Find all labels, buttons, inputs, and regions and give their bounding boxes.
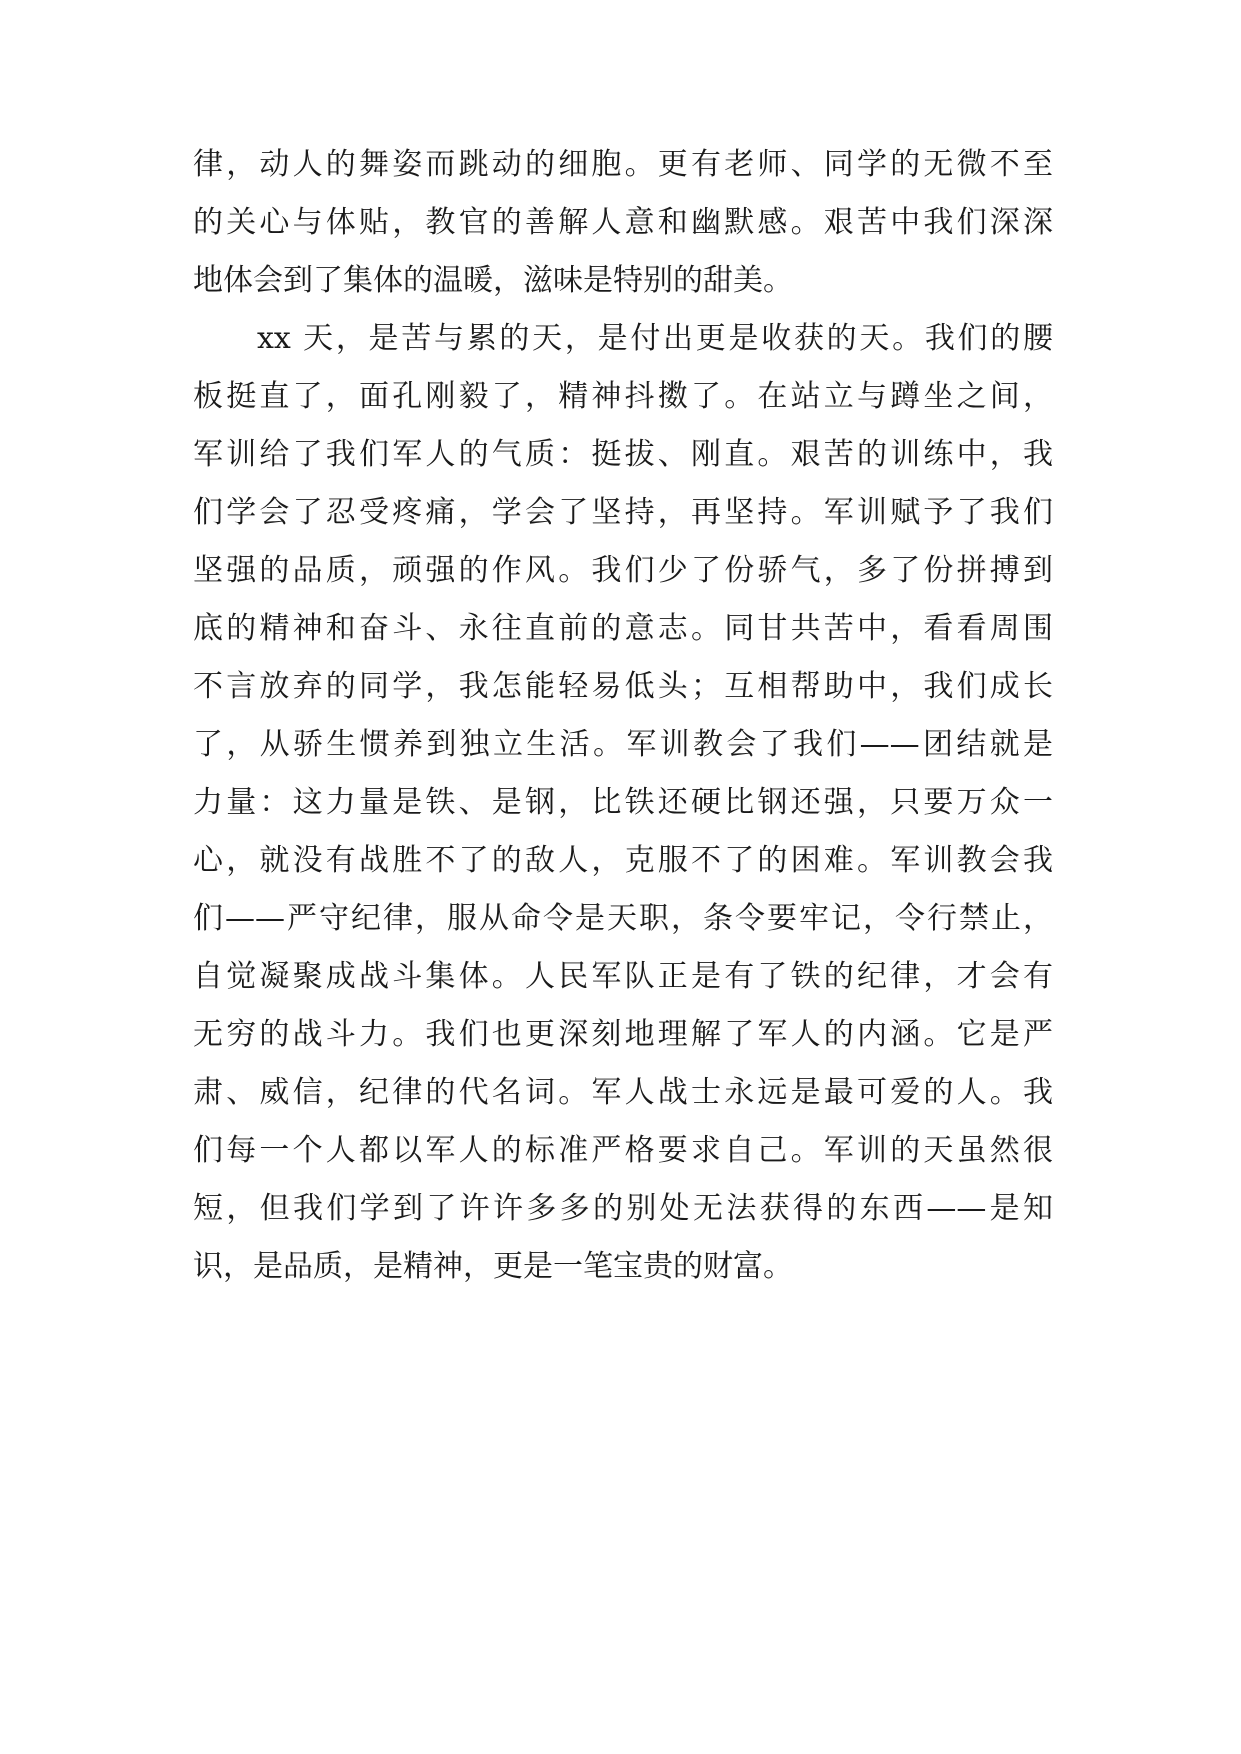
text-line: 底的精神和奋斗、永往直前的意志。同甘共苦中，看看周围 bbox=[193, 611, 1053, 646]
paragraph-first-line: xx 天，是苦与累的天，是付出更是收获的天。我们的腰 bbox=[257, 321, 1053, 356]
text-line: 识，是品质，是精神，更是一笔宝贵的财富。 bbox=[193, 1249, 793, 1284]
text-line: 们每一个人都以军人的标准严格要求自己。军训的天虽然很 bbox=[193, 1133, 1053, 1168]
text-line: 的关心与体贴，教官的善解人意和幽默感。艰苦中我们深深 bbox=[193, 205, 1053, 240]
text-line: 板挺直了，面孔刚毅了，精神抖擞了。在站立与蹲坐之间， bbox=[193, 379, 1053, 414]
text-line: 自觉凝聚成战斗集体。人民军队正是有了铁的纪律，才会有 bbox=[193, 959, 1053, 994]
text-line: 不言放弃的同学，我怎能轻易低头；互相帮助中，我们成长 bbox=[193, 669, 1053, 704]
text-line: 肃、威信，纪律的代名词。军人战士永远是最可爱的人。我 bbox=[193, 1075, 1053, 1110]
text-line: 无穷的战斗力。我们也更深刻地理解了军人的内涵。它是严 bbox=[193, 1017, 1053, 1052]
body-text bbox=[193, 136, 1053, 1296]
text-line: 们学会了忍受疼痛，学会了坚持，再坚持。军训赋予了我们 bbox=[193, 495, 1053, 530]
text-line: 力量：这力量是铁、是钢，比铁还硬比钢还强，只要万众一 bbox=[193, 785, 1053, 820]
text-line: 们——严守纪律，服从命令是天职，条令要牢记，令行禁止， bbox=[193, 901, 1053, 936]
text-line: 了，从骄生惯养到独立生活。军训教会了我们——团结就是 bbox=[193, 727, 1053, 762]
text-line: 军训给了我们军人的气质：挺拔、刚直。艰苦的训练中，我 bbox=[193, 437, 1053, 472]
text-line: 短，但我们学到了许许多多的别处无法获得的东西——是知 bbox=[193, 1191, 1053, 1226]
text-line: 律，动人的舞姿而跳动的细胞。更有老师、同学的无微不至 bbox=[193, 147, 1053, 182]
text-line: 坚强的品质，顽强的作风。我们少了份骄气，多了份拼搏到 bbox=[193, 553, 1053, 588]
text-line: 地体会到了集体的温暖，滋味是特别的甜美。 bbox=[193, 263, 793, 298]
text-line: 心，就没有战胜不了的敌人，克服不了的困难。军训教会我 bbox=[193, 843, 1053, 878]
